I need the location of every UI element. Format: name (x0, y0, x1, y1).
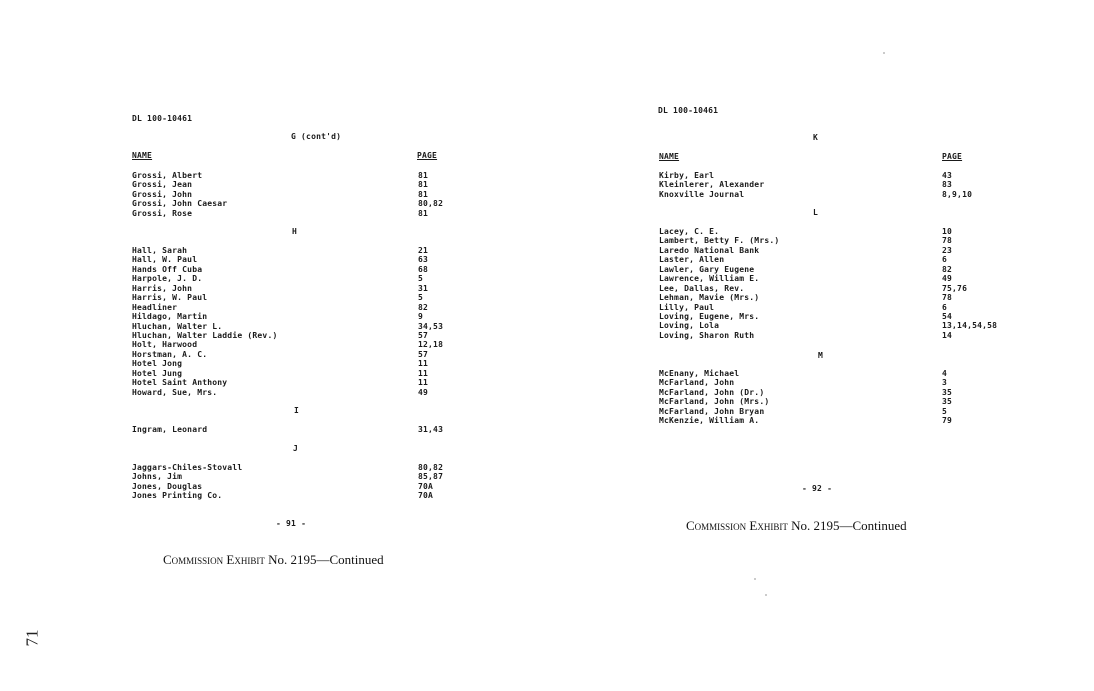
caption-number: No. 2195—Continued (791, 518, 907, 533)
entry-page-ref: 63 (418, 255, 429, 265)
scan-speck (883, 52, 885, 54)
section-letter: H (292, 227, 298, 236)
index-entry (659, 284, 1019, 293)
entry-name: Kleinlerer, Alexander (659, 180, 765, 190)
entry-name: Lawrence, William E. (659, 274, 760, 284)
entry-page-ref: 12,18 (418, 340, 444, 350)
entry-name: Lee, Dallas, Rev. (659, 283, 745, 293)
entry-name: Hotel Saint Anthony (132, 378, 228, 388)
entry-name: McFarland, John (Dr.) (659, 387, 765, 397)
entry-name: McFarland, John (659, 378, 735, 388)
entry-name: Jaggars-Chiles-Stovall (132, 463, 243, 472)
entry-page-ref: 5 (942, 406, 948, 416)
left-page (0, 0, 540, 691)
entry-list (132, 171, 472, 218)
entry-page-ref: 80,82 (418, 199, 444, 209)
index-entry (659, 378, 1019, 387)
entry-name: Lacey, C. E. (659, 227, 720, 236)
entry-page-ref: 23 (942, 245, 953, 255)
index-entry (659, 227, 1019, 236)
entry-page-ref: 81 (418, 171, 429, 180)
entry-page-ref: 31 (418, 283, 429, 293)
entry-page-ref: 49 (942, 274, 953, 284)
index-entry (659, 303, 1019, 312)
entry-name: Loving, Lola (659, 321, 720, 331)
section-letter: L (813, 208, 819, 217)
entry-page-ref: 14 (942, 330, 953, 340)
entry-name: Hall, Sarah (132, 246, 188, 255)
caption-number: No. 2195—Continued (268, 552, 384, 567)
index-entry (132, 303, 472, 312)
index-entry (132, 312, 472, 321)
entry-name: Headliner (132, 302, 178, 312)
page-number: - 91 - (276, 519, 307, 528)
index-entry (659, 265, 1019, 274)
index-entry (659, 331, 1019, 340)
entry-page-ref: 43 (942, 171, 953, 180)
entry-name: Lilly, Paul (659, 302, 715, 312)
index-entry (132, 180, 472, 189)
entry-page-ref: 6 (942, 255, 948, 265)
index-entry (659, 293, 1019, 302)
index-entry (132, 359, 472, 368)
entry-list (659, 171, 1019, 199)
index-entry (659, 388, 1019, 397)
entry-list (659, 369, 1019, 426)
entry-name: Hildago, Martin (132, 312, 208, 322)
entry-page-ref: 6 (942, 302, 948, 312)
section-heading: K (813, 133, 819, 142)
index-entry (132, 388, 472, 397)
entry-name: Loving, Eugene, Mrs. (659, 311, 760, 321)
entry-name: Loving, Sharon Ruth (659, 330, 755, 340)
entry-name: Holt, Harwood (132, 340, 198, 350)
entry-name: Grossi, John (132, 189, 193, 199)
entry-name: Laredo National Bank (659, 245, 760, 255)
index-entry (132, 331, 472, 340)
index-entry (659, 397, 1019, 406)
side-page-number: 71 (22, 629, 42, 647)
entry-page-ref: 13,14,54,58 (942, 321, 998, 331)
index-entry (132, 293, 472, 302)
entry-page-ref: 31,43 (418, 425, 444, 434)
index-entry (659, 274, 1019, 283)
entry-list (132, 425, 472, 434)
index-entry (132, 491, 472, 500)
entry-page-ref: 68 (418, 264, 429, 274)
entry-name: McKenzie, William A. (659, 416, 760, 426)
entry-name: Hall, W. Paul (132, 255, 198, 265)
page-column-header: PAGE (417, 151, 438, 160)
entry-page-ref: 35 (942, 387, 953, 397)
entry-list (132, 246, 472, 397)
entry-name: Grossi, Rose (132, 208, 193, 218)
entry-name: Hluchan, Walter L. (132, 321, 223, 331)
index-entry (132, 472, 472, 481)
index-entry (659, 407, 1019, 416)
caption-label: Commission Exhibit (686, 518, 788, 533)
index-entry (132, 463, 472, 472)
entry-page-ref: 78 (942, 293, 953, 303)
entry-name: Hands Off Cuba (132, 264, 203, 274)
entry-page-ref: 83 (942, 180, 953, 190)
entry-list (659, 227, 1019, 340)
entry-page-ref: 54 (942, 311, 953, 321)
right-page (540, 0, 1094, 691)
entry-name: McFarland, John Bryan (659, 406, 765, 416)
name-column-header: NAME (659, 152, 680, 161)
entry-page-ref: 11 (418, 368, 429, 378)
entry-page-ref: 21 (418, 246, 429, 255)
index-entry (659, 369, 1019, 378)
entry-page-ref: 75,76 (942, 283, 968, 293)
entry-name: Horstman, A. C. (132, 349, 208, 359)
entry-page-ref: 5 (418, 274, 424, 284)
entry-page-ref: 8,9,10 (942, 189, 973, 199)
entry-page-ref: 10 (942, 227, 953, 236)
index-entry (132, 425, 472, 434)
index-entry (132, 199, 472, 208)
entry-name: Harpole, J. D. (132, 274, 203, 284)
entry-page-ref: 3 (942, 378, 948, 388)
index-entry (132, 246, 472, 255)
name-column-header: NAME (132, 151, 153, 160)
entry-name: Jones Printing Co. (132, 491, 223, 501)
index-entry (132, 190, 472, 199)
scan-speck (765, 594, 767, 596)
entry-name: Lawler, Gary Eugene (659, 264, 755, 274)
index-entry (659, 416, 1019, 425)
section-letter: I (294, 406, 300, 415)
entry-page-ref: 85,87 (418, 472, 444, 482)
entry-page-ref: 34,53 (418, 321, 444, 331)
entry-page-ref: 57 (418, 349, 429, 359)
index-entry (132, 378, 472, 387)
index-entry (132, 284, 472, 293)
section-letter: J (293, 444, 299, 453)
entry-page-ref: 49 (418, 387, 429, 397)
entry-page-ref: 81 (418, 189, 429, 199)
page-column-header: PAGE (942, 152, 963, 161)
section-heading: G (cont'd) (291, 132, 342, 141)
entry-list (132, 463, 472, 501)
entry-name: McEnany, Michael (659, 369, 740, 378)
entry-page-ref: 4 (942, 369, 948, 378)
index-entry (659, 312, 1019, 321)
exhibit-caption (686, 518, 907, 534)
index-entry (659, 180, 1019, 189)
file-number: DL 100-10461 (132, 114, 193, 123)
entry-name: Knoxville Journal (659, 189, 745, 199)
page-number: - 92 - (802, 484, 833, 493)
entry-name: Hotel Jung (132, 368, 183, 378)
index-entry (132, 482, 472, 491)
entry-name: Harris, John (132, 283, 193, 293)
entry-page-ref: 81 (418, 208, 429, 218)
index-entry (132, 255, 472, 264)
entry-name: Ingram, Leonard (132, 425, 208, 434)
index-entry (132, 340, 472, 349)
index-entry (132, 350, 472, 359)
entry-page-ref: 11 (418, 378, 429, 388)
index-entry (659, 255, 1019, 264)
entry-page-ref: 35 (942, 397, 953, 407)
file-number: DL 100-10461 (658, 106, 719, 115)
entry-page-ref: 11 (418, 359, 429, 369)
entry-page-ref: 70A (418, 481, 434, 491)
entry-page-ref: 79 (942, 416, 953, 426)
entry-page-ref: 9 (418, 312, 424, 322)
entry-name: Lambert, Betty F. (Mrs.) (659, 236, 780, 246)
entry-name: Harris, W. Paul (132, 293, 208, 303)
entry-name: Hotel Jong (132, 359, 183, 369)
index-entry (132, 209, 472, 218)
entry-page-ref: 81 (418, 180, 429, 190)
entry-page-ref: 80,82 (418, 463, 444, 472)
exhibit-caption (163, 552, 384, 568)
entry-name: Kirby, Earl (659, 171, 715, 180)
entry-name: Grossi, John Caesar (132, 199, 228, 209)
entry-page-ref: 82 (942, 264, 953, 274)
index-entry (659, 246, 1019, 255)
section-letter: M (818, 351, 824, 360)
entry-name: Grossi, Jean (132, 180, 193, 190)
index-entry (659, 190, 1019, 199)
index-entry (132, 322, 472, 331)
entry-name: Grossi, Albert (132, 171, 203, 180)
entry-name: Howard, Sue, Mrs. (132, 387, 218, 397)
entry-name: Johns, Jim (132, 472, 183, 482)
index-entry (132, 369, 472, 378)
entry-name: Lehman, Mavie (Mrs.) (659, 293, 760, 303)
entry-name: Hluchan, Walter Laddie (Rev.) (132, 330, 278, 340)
entry-name: Laster, Allen (659, 255, 725, 265)
entry-page-ref: 70A (418, 491, 434, 501)
index-entry (132, 265, 472, 274)
index-entry (659, 236, 1019, 245)
entry-name: McFarland, John (Mrs.) (659, 397, 770, 407)
entry-page-ref: 78 (942, 236, 953, 246)
index-entry (132, 274, 472, 283)
entry-page-ref: 82 (418, 302, 429, 312)
entry-page-ref: 5 (418, 293, 424, 303)
index-entry (659, 321, 1019, 330)
caption-label: Commission Exhibit (163, 552, 265, 567)
scan-speck (754, 578, 756, 580)
entry-name: Jones, Douglas (132, 481, 203, 491)
entry-page-ref: 57 (418, 330, 429, 340)
